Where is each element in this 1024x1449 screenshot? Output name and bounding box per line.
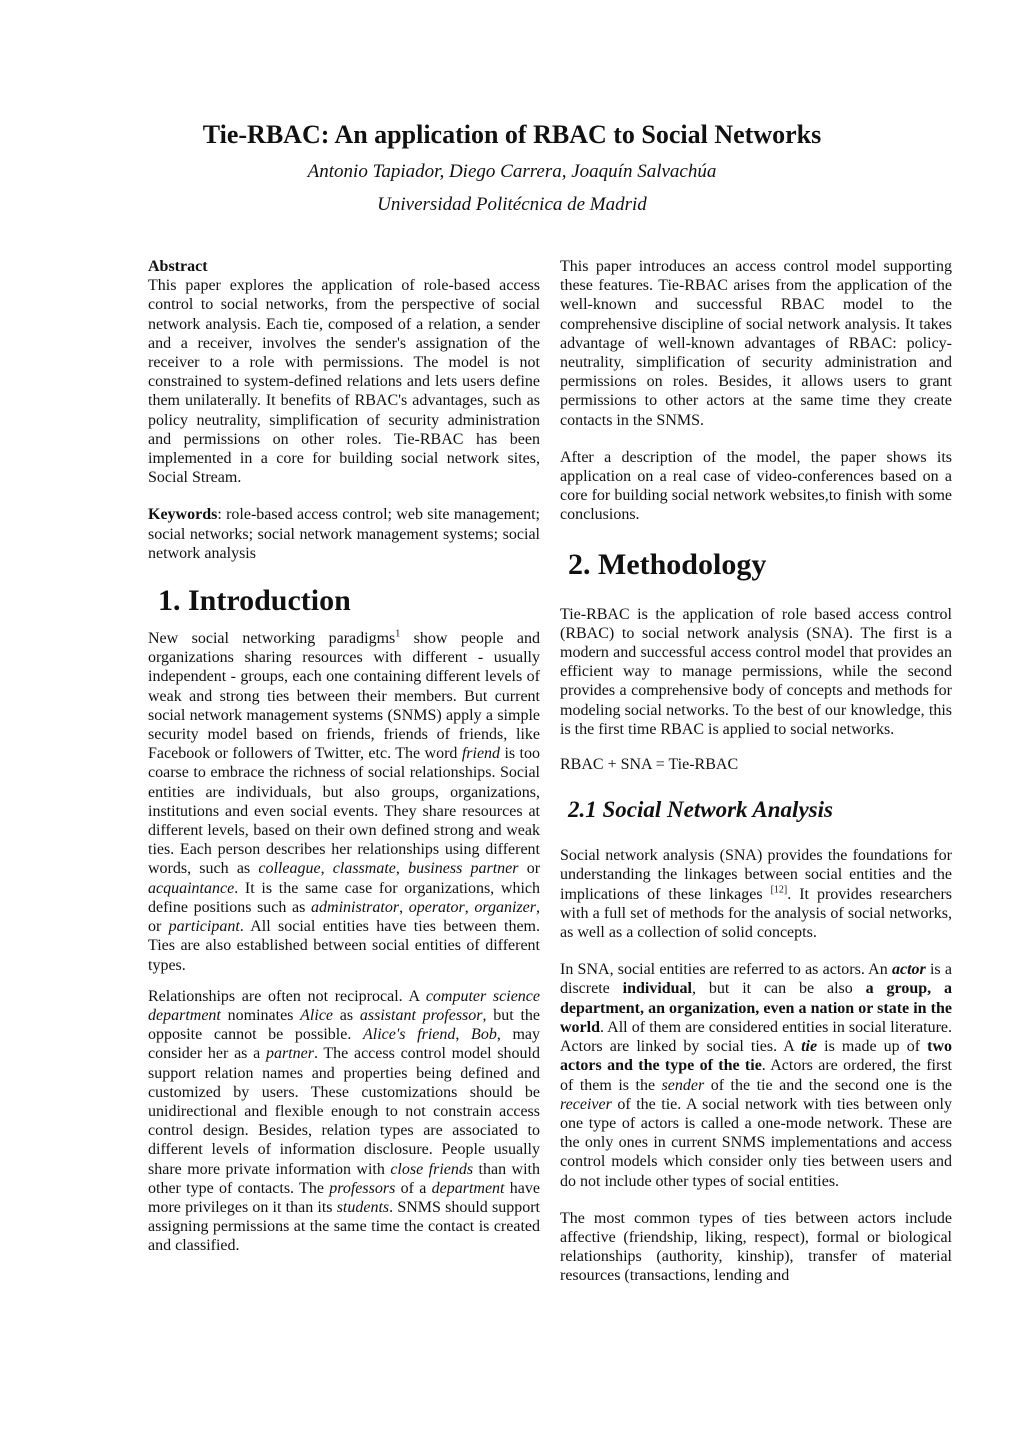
intro-paragraph-4: After a description of the model, the paper shows its application on a real case of video-conferences based on a core for building social network websites,to finish with some conclusions.	[560, 448, 952, 524]
methodology-paragraph-1: Tie-RBAC is the application of role based access control (RBAC) to social network analysis (SNA). The first is a modern and successful access control model that provides an efficient way to manage permissions, while the second provides a comprehensive body of concepts and methods for modeling social networks. To the best of our knowledge, this is the first time RBAC is applied to social networks.	[560, 605, 952, 738]
section-methodology-title: 2. Methodology	[568, 547, 767, 581]
paper-header	[0, 118, 1024, 217]
paper-authors: Antonio Tapiador, Diego Carrera, Joaquín Salvachúa	[307, 161, 717, 182]
keywords-text: : role-based access control; web site management; social networks; social network management systems; social network analysis	[148, 506, 540, 562]
abstract-text: This paper explores the application of role-based access control to social networks, from the perspective of social network analysis. Each tie, composed of a relation, a sender and a receiver, involves the sender's assignation of the receiver to a role with permissions. The model is not constrained to system-defined relations and lets users define them unilaterally. It benefits of RBAC's advantages, such as policy neutrality, simplification of security administration and permissions on other roles. Tie-RBAC has been implemented in a core for building social network sites, Social Stream.	[148, 277, 540, 487]
sna-paragraph-3: The most common types of ties between actors include affective (friendship, liking, respect), formal or biological relationships (authority, kinship), transfer of material resources (transactions, lending and	[560, 1209, 952, 1285]
section-introduction-title: 1. Introduction	[158, 584, 351, 618]
sna-paragraph-2: In SNA, social entities are referred to as actors. An actor is a discrete individual, but it can be also a group, a department, an organization, even a nation or state in the world. All of them are considered entities in social literature. Actors are linked by social ties. A tie is made up of two actors and the type of the tie. Actors are ordered, the first of them is the sender of the tie and the second one is the receiver of the tie. A social network with ties between only one type of actors is called a one-mode network. These are the only ones in current SNMS implementations and access control models which consider only ties between users and do not include other types of social entities.	[560, 961, 953, 1190]
left-column	[148, 257, 540, 1256]
intro-paragraph-3: This paper introduces an access control model supporting these features. Tie-RBAC arises from the application of the well-known and successful RBAC model to the comprehensive discipline of social network analysis. It takes advantage of well-known advantages of RBAC: policy-neutrality, simplification of security administration and permissions on roles. Besides, it allows users to grant permissions to other actors at the same time they create contacts in the SNMS.	[560, 258, 952, 429]
intro-paragraph-1: New social networking paradigms$^1$ show people and organizations sharing resources with different - usually independent - groups, each one containing different levels of weak and strong ties between their members. But current social network management systems (SNMS) apply a simple security model based on friends, friends of friends, like Facebook or followers of Twitter, etc. The word friend is too coarse to embrace the richness of social relationships. Social entities are individuals, but also groups, organizations, institutions and even social events. They share resources at different levels, based on their own defined strong and weak ties. Each person describes her relationships using different words, such as colleague, classmate, business partner or acquaintance. It is the same case for organizations, which define positions such as administrator, operator, organizer, or participant. All social entities have ties between them. Ties are also established between social entities of different types.	[148, 628, 541, 974]
intro-paragraph-2: Relationships are often not reciprocal. A computer science department nominates Alice as assistant professor, but the opposite cannot be possible. Alice's friend, Bob, may consider her as a partner. The access control model should support relation names and properties being defined and customized by users. These customizations should be unidirectional and flexible enough to not constrain access control design. Besides, relation types are associated to different levels of information disclosure. People usually share more private information with close friends than with other type of contacts. The professors of a department have more privileges on it than its students. SNMS should support assigning permissions at the same time the contact is created and classified.	[148, 987, 541, 1255]
right-column	[560, 257, 952, 1286]
paper-title: Tie-RBAC: An application of RBAC to Social Networks	[202, 120, 822, 149]
footnote-marker: 1	[395, 628, 401, 640]
paper-affiliation: Universidad Politécnica de Madrid	[377, 194, 647, 215]
abstract-heading: Abstract	[148, 258, 208, 275]
keywords-label: Keywords	[148, 506, 218, 524]
sna-paragraph-1: Social network analysis (SNA) provides the foundations for understanding the linkages between social entities and the implications of these linkages [12]. It provides researchers with a full set of methods for the analysis of social networks, as well as a collection of solid concepts.	[560, 847, 953, 942]
citation-marker: [12]	[770, 884, 788, 896]
equation: RBAC + SNA = Tie-RBAC	[560, 756, 739, 774]
keywords-paragraph	[148, 505, 540, 563]
subsection-sna-title: 2.1 Social Network Analysis	[568, 797, 833, 823]
